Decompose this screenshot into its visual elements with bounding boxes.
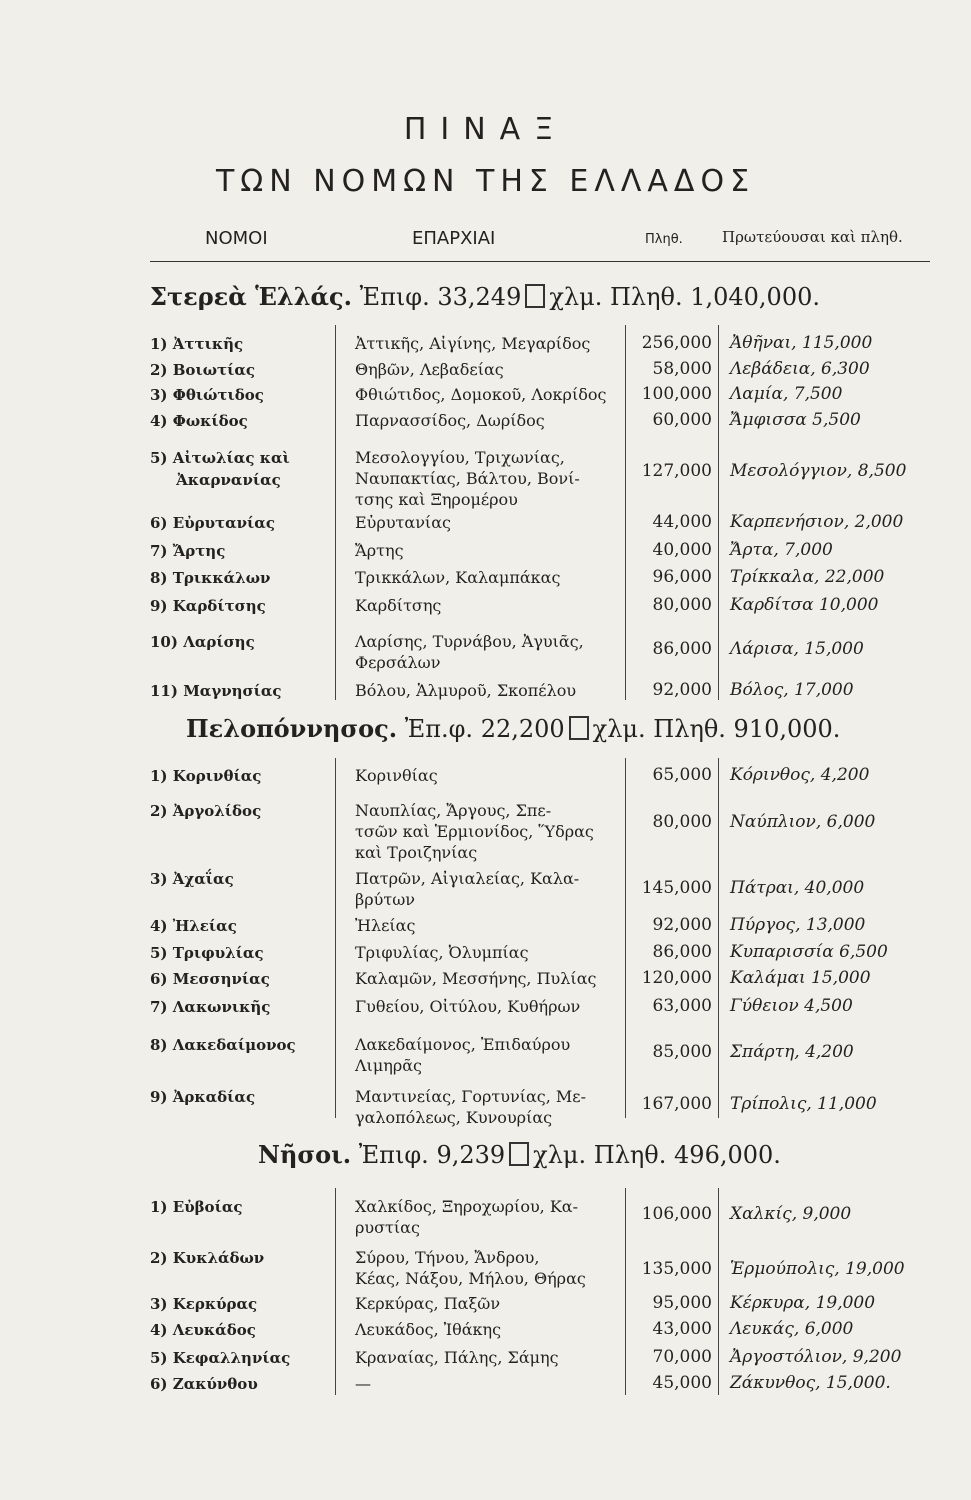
eparchies-list: Κερκύρας, Παξῶν bbox=[355, 1294, 501, 1313]
population: 80,000 bbox=[652, 595, 712, 615]
eparchies-list: Ἀττικῆς, Αἰγίνης, Μεγαρίδος bbox=[355, 334, 591, 353]
area-label: Ἐπιφ. bbox=[358, 1141, 429, 1169]
capital-and-population: Λευκάς, 6,000 bbox=[730, 1319, 854, 1339]
population: 65,000 bbox=[652, 765, 712, 785]
population: 135,000 bbox=[641, 1259, 712, 1279]
eparchies-list: Λακεδαίμονος, Ἐπιδαύρου Λιμηρᾶς bbox=[355, 1035, 571, 1075]
eparchies-list: Κορινθίας bbox=[355, 766, 438, 785]
population: 145,000 bbox=[641, 878, 712, 898]
section-name: Πελοπόννησος. bbox=[186, 714, 398, 743]
nomos-name: 3) Ἀχαΐας bbox=[150, 870, 234, 888]
population: 127,000 bbox=[641, 461, 712, 481]
pop-label: Πληθ. bbox=[653, 715, 726, 743]
header-eparchiai: ΕΠΑΡΧΙΑΙ bbox=[412, 228, 496, 249]
population: 86,000 bbox=[652, 639, 712, 659]
eparchies-list: Μαντινείας, Γορτυνίας, Με- γαλοπόλεως, Κυνουρίας bbox=[355, 1087, 586, 1127]
section-header bbox=[150, 282, 820, 311]
area-value: 33,249 bbox=[437, 283, 522, 311]
header-rule bbox=[150, 261, 930, 262]
capital-and-population: Ναύπλιον, 6,000 bbox=[730, 812, 876, 832]
nomos-name: 2) Κυκλάδων bbox=[150, 1249, 265, 1267]
population: 63,000 bbox=[652, 996, 712, 1016]
capital-and-population: Γύθειον 4,500 bbox=[730, 996, 853, 1016]
nomos-name: 7) Λακωνικῆς bbox=[150, 998, 271, 1016]
nomos-name: 4) Λευκάδος bbox=[150, 1321, 256, 1339]
capital-and-population: Βόλος, 17,000 bbox=[730, 680, 854, 700]
pop-value: 1,040,000. bbox=[690, 283, 820, 311]
nomos-name: 6) Ζακύνθου bbox=[150, 1375, 258, 1393]
nomos-name: 8) Τρικκάλων bbox=[150, 569, 271, 587]
capital-and-population: Ἄμφισσα 5,500 bbox=[730, 410, 861, 430]
nomos-name: 11) Μαγνησίας bbox=[150, 682, 282, 700]
column-divider bbox=[335, 325, 336, 700]
eparchies-list: Εὐρυτανίας bbox=[355, 513, 451, 532]
population: 96,000 bbox=[652, 567, 712, 587]
eparchies-list: Κραναίας, Πάλης, Σάμης bbox=[355, 1348, 559, 1367]
population: 86,000 bbox=[652, 942, 712, 962]
title-nomoi-ellados: ΤΩΝ ΝΟΜΩΝ ΤΗΣ ΕΛΛΑΔΟΣ bbox=[215, 164, 756, 199]
column-divider bbox=[335, 758, 336, 1118]
area-unit: χλμ. bbox=[533, 1141, 587, 1169]
square-box-icon bbox=[509, 1142, 529, 1166]
eparchies-list: Λαρίσης, Τυρνάβου, Ἀγυιᾶς, Φερσάλων bbox=[355, 632, 584, 672]
eparchies-list: Ἠλείας bbox=[355, 916, 416, 935]
header-nomoi: ΝΟΜΟΙ bbox=[205, 228, 268, 249]
eparchies-list: Τριφυλίας, Ὀλυμπίας bbox=[355, 943, 529, 962]
capital-and-population: Λάρισα, 15,000 bbox=[730, 639, 864, 659]
eparchies-list: Τρικκάλων, Καλαμπάκας bbox=[355, 568, 561, 587]
population: 43,000 bbox=[652, 1319, 712, 1339]
nomos-name: 1) Εὐβοίας bbox=[150, 1198, 243, 1216]
eparchies-list: Καλαμῶν, Μεσσήνης, Πυλίας bbox=[355, 969, 597, 988]
nomos-name: 3) Κερκύρας bbox=[150, 1295, 258, 1313]
population: 45,000 bbox=[652, 1373, 712, 1393]
population: 120,000 bbox=[641, 968, 712, 988]
eparchies-list: Καρδίτσης bbox=[355, 596, 442, 615]
nomos-name: 1) Ἀττικῆς bbox=[150, 335, 244, 353]
capital-and-population: Κυπαρισσία 6,500 bbox=[730, 942, 888, 962]
population: 167,000 bbox=[641, 1094, 712, 1114]
section-name: Νῆσοι. bbox=[258, 1140, 352, 1169]
eparchies-list: Γυθείου, Οἰτύλου, Κυθήρων bbox=[355, 997, 581, 1016]
eparchies-list: Μεσολογγίου, Τριχωνίας, Ναυπακτίας, Βάλτου, Βονί- τσης καὶ Ξηρομέρου bbox=[355, 448, 580, 509]
square-box-icon bbox=[525, 284, 545, 308]
capital-and-population: Ἀθῆναι, 115,000 bbox=[730, 333, 873, 353]
capital-and-population: Ἀργοστόλιον, 9,200 bbox=[730, 1347, 902, 1367]
capital-and-population: Πάτραι, 40,000 bbox=[730, 878, 865, 898]
nomos-name: 4) Φωκίδος bbox=[150, 412, 248, 430]
population: 95,000 bbox=[652, 1293, 712, 1313]
column-divider bbox=[718, 1188, 719, 1395]
nomos-name: 6) Εὐρυτανίας bbox=[150, 514, 275, 532]
column-divider bbox=[718, 758, 719, 1118]
nomos-name: 2) Ἀργολίδος bbox=[150, 802, 262, 820]
eparchies-list: Βόλου, Ἁλμυροῦ, Σκοπέλου bbox=[355, 681, 577, 700]
capital-and-population: Κέρκυρα, 19,000 bbox=[730, 1293, 876, 1313]
capital-and-population: Χαλκίς, 9,000 bbox=[730, 1204, 852, 1224]
eparchies-list: — bbox=[355, 1374, 371, 1393]
population: 58,000 bbox=[652, 359, 712, 379]
population: 100,000 bbox=[641, 384, 712, 404]
capital-and-population: Σπάρτη, 4,200 bbox=[730, 1042, 854, 1062]
population: 92,000 bbox=[652, 915, 712, 935]
nomos-name: 1) Κορινθίας bbox=[150, 767, 262, 785]
section-header bbox=[186, 714, 840, 743]
population: 92,000 bbox=[652, 680, 712, 700]
nomos-name: 4) Ἠλείας bbox=[150, 917, 237, 935]
pop-label: Πληθ. bbox=[609, 283, 683, 311]
square-box-icon bbox=[569, 716, 589, 740]
nomos-name: 2) Βοιωτίας bbox=[150, 361, 256, 379]
nomos-name: 9) Ἀρκαδίας bbox=[150, 1088, 256, 1106]
section-header bbox=[258, 1140, 781, 1169]
capital-and-population: Καλάμαι 15,000 bbox=[730, 968, 871, 988]
nomos-name: 7) Ἄρτης bbox=[150, 542, 226, 560]
eparchies-list: Σύρου, Τήνου, Ἄνδρου, Κέας, Νάξου, Μήλου, Θήρας bbox=[355, 1248, 586, 1288]
population: 44,000 bbox=[652, 512, 712, 532]
population: 70,000 bbox=[652, 1347, 712, 1367]
nomos-name: 5) Κεφαλληνίας bbox=[150, 1349, 291, 1367]
eparchies-list: Παρνασσίδος, Δωρίδος bbox=[355, 411, 545, 430]
capital-and-population: Καρδίτσα 10,000 bbox=[730, 595, 879, 615]
eparchies-list: Θηβῶν, Λεβαδείας bbox=[355, 360, 504, 379]
pop-label: Πληθ. bbox=[593, 1141, 667, 1169]
area-value: 22,200 bbox=[480, 715, 565, 743]
capital-and-population: Τρίπολις, 11,000 bbox=[730, 1094, 877, 1114]
column-divider bbox=[718, 325, 719, 700]
capital-and-population: Λεβάδεια, 6,300 bbox=[730, 359, 870, 379]
capital-and-population: Ἑρμούπολις, 19,000 bbox=[730, 1259, 905, 1279]
eparchies-list: Ναυπλίας, Ἄργους, Σπε- τσῶν καὶ Ἑρμιονίδος, Ὕδρας καὶ Τροιζηνίας bbox=[355, 801, 594, 862]
population: 40,000 bbox=[652, 540, 712, 560]
population: 80,000 bbox=[652, 812, 712, 832]
nomos-name: 8) Λακεδαίμονος bbox=[150, 1036, 296, 1054]
capital-and-population: Κόρινθος, 4,200 bbox=[730, 765, 870, 785]
eparchies-list: Χαλκίδος, Ξηροχωρίου, Κα- ρυστίας bbox=[355, 1197, 579, 1237]
pop-value: 910,000. bbox=[733, 715, 841, 743]
header-proteuousai: Πρωτεύουσαι καὶ πληθ. bbox=[722, 228, 903, 246]
eparchies-list: Λευκάδος, Ἰθάκης bbox=[355, 1320, 502, 1339]
capital-and-population: Καρπενήσιον, 2,000 bbox=[730, 512, 904, 532]
nomos-name: 3) Φθιώτιδος bbox=[150, 386, 264, 404]
capital-and-population: Τρίκκαλα, 22,000 bbox=[730, 567, 885, 587]
area-value: 9,239 bbox=[436, 1141, 506, 1169]
area-unit: χλμ. bbox=[592, 715, 646, 743]
population: 85,000 bbox=[652, 1042, 712, 1062]
capital-and-population: Ἄρτα, 7,000 bbox=[730, 540, 833, 560]
capital-and-population: Μεσολόγγιον, 8,500 bbox=[730, 461, 907, 481]
population: 106,000 bbox=[641, 1204, 712, 1224]
pop-value: 496,000. bbox=[674, 1141, 781, 1169]
nomos-name: 6) Μεσσηνίας bbox=[150, 970, 270, 988]
eparchies-list: Πατρῶν, Αἰγιαλείας, Καλα- βρύτων bbox=[355, 869, 580, 909]
title-pinax: ΠΙΝΑΞ bbox=[403, 112, 568, 147]
area-label: Ἐπιφ. bbox=[359, 283, 430, 311]
header-plithysmos: Πληθ. bbox=[645, 232, 683, 247]
capital-and-population: Ζάκυνθος, 15,000. bbox=[730, 1373, 891, 1393]
area-unit: χλμ. bbox=[549, 283, 603, 311]
nomos-name: 9) Καρδίτσης bbox=[150, 597, 266, 615]
nomos-name: 5) Τριφυλίας bbox=[150, 944, 264, 962]
population: 256,000 bbox=[641, 333, 712, 353]
nomos-name: 5) Αἰτωλίας καὶ Ἀκαρνανίας bbox=[150, 449, 290, 489]
section-name: Στερεὰ Ἑλλάς. bbox=[150, 282, 352, 311]
eparchies-list: Ἄρτης bbox=[355, 541, 404, 560]
column-divider bbox=[335, 1188, 336, 1395]
capital-and-population: Πύργος, 13,000 bbox=[730, 915, 866, 935]
capital-and-population: Λαμία, 7,500 bbox=[730, 384, 843, 404]
population: 60,000 bbox=[652, 410, 712, 430]
eparchies-list: Φθιώτιδος, Δομοκοῦ, Λοκρίδος bbox=[355, 385, 607, 404]
nomos-name: 10) Λαρίσης bbox=[150, 633, 255, 651]
area-label: Ἐπ.φ. bbox=[404, 715, 474, 743]
